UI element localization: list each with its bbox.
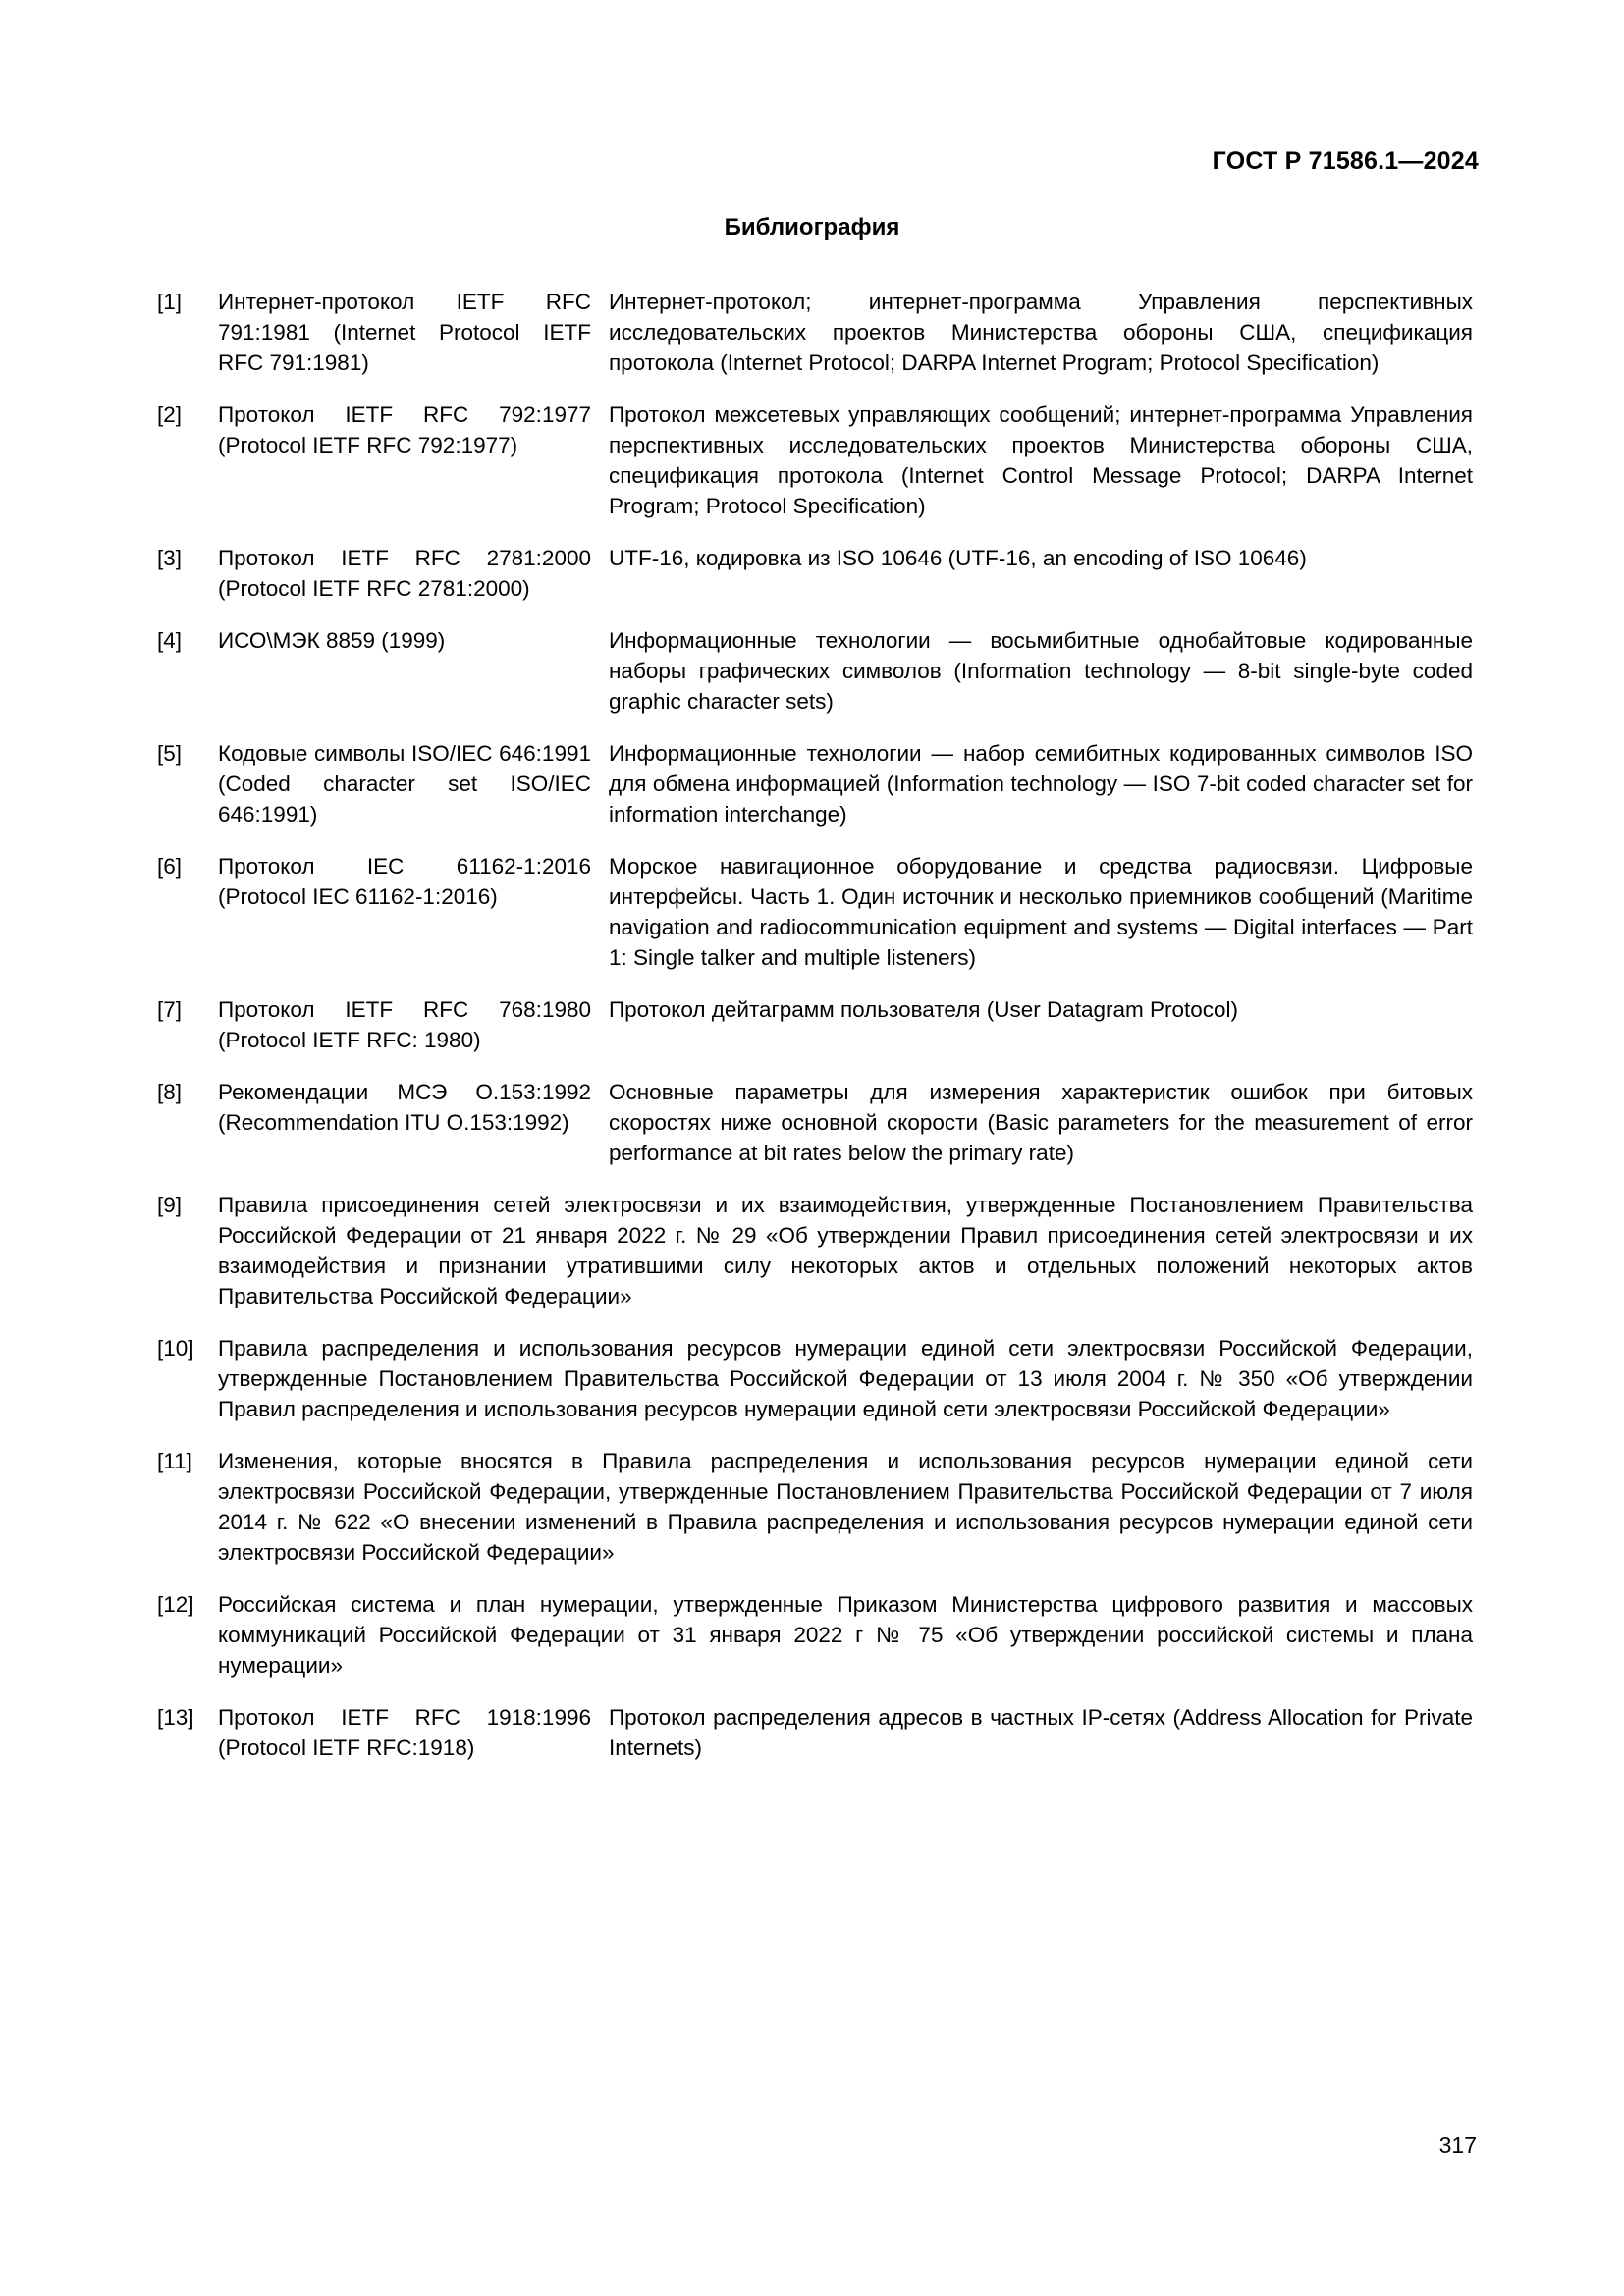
reference-number: [13]	[157, 1705, 194, 1730]
reference-source: Протокол IETF RFC 768:1980 (Protocol IETF RFC: 1980)	[218, 997, 591, 1052]
reference-description: Информационные технологии — восьмибитные однобайтовые кодированные наборы графических символов (Information technology — 8-bit single-byte coded graphic character sets)	[609, 628, 1473, 714]
reference-number: [12]	[157, 1592, 194, 1617]
page-title: Библиография	[724, 214, 900, 240]
reference-number: [6]	[157, 854, 183, 879]
reference-description: Основные параметры для измерения характеристик ошибок при битовых скоростях ниже основной скорости (Basic parameters for the measurement of error performance at bit rates below the primary rate)	[609, 1080, 1473, 1165]
reference-source: ИСО\МЭК 8859 (1999)	[218, 628, 446, 653]
reference-entry	[157, 287, 1473, 378]
reference-entry	[157, 1702, 1473, 1763]
reference-number: [4]	[157, 628, 183, 653]
reference-number: [11]	[157, 1449, 192, 1473]
reference-text: Российская система и план нумерации, утвержденные Приказом Министерства цифрового развития и массовых коммуникаций Российской Федерации от 31 января 2022 г № 75 «Об утверждении российской системы и плана нумерации»	[218, 1592, 1473, 1678]
reference-description: Протокол распределения адресов в частных IP-сетях (Address Allocation for Private Internets)	[609, 1705, 1473, 1760]
reference-entry	[157, 994, 1473, 1055]
reference-description: Протокол межсетевых управляющих сообщений; интернет-программа Управления перспективных исследовательских проектов Министерства обороны США, спецификация протокола (Internet Control Message Protocol; DARPA Internet Program; Protocol Specification)	[609, 402, 1473, 518]
reference-entry	[157, 738, 1473, 829]
reference-entry	[157, 1077, 1473, 1168]
reference-entry	[157, 1333, 1473, 1424]
reference-number: [2]	[157, 402, 183, 427]
page-number: 317	[1438, 2132, 1477, 2158]
reference-description: Протокол дейтаграмм пользователя (User Datagram Protocol)	[609, 997, 1239, 1022]
reference-source: Протокол IETF RFC 1918:1996 (Protocol IETF RFC:1918)	[218, 1705, 591, 1760]
reference-source: Интернет-протокол IETF RFC 791:1981 (Internet Protocol IETF RFC 791:1981)	[218, 290, 591, 375]
reference-text: Правила распределения и использования ресурсов нумерации единой сети электросвязи Российской Федерации, утвержденные Постановлением Правительства Российской Федерации от 13 июля 2004 г. № 350 «Об утверждении Правил распределения и использования ресурсов нумерации единой сети электросвязи Российской Федерации»	[218, 1336, 1473, 1421]
reference-number: [8]	[157, 1080, 183, 1104]
reference-description: Интернет-протокол; интернет-программа Управления перспективных исследовательских проектов Министерства обороны США, спецификация протокола (Internet Protocol; DARPA Internet Program; Protocol Specification)	[609, 290, 1473, 375]
reference-number: [5]	[157, 741, 183, 766]
reference-entry	[157, 400, 1473, 521]
reference-text: Правила присоединения сетей электросвязи и их взаимодействия, утвержденные Постановлением Правительства Российской Федерации от 21 января 2022 г. № 29 «Об утверждении Правил присоединения сетей электросвязи и их взаимодействия и признании утратившими силу некоторых актов и отдельных положений некоторых актов Правительства Российской Федерации»	[218, 1193, 1473, 1308]
reference-entry	[157, 1190, 1473, 1311]
reference-source: Протокол IEC 61162-1:2016 (Protocol IEC 61162-1:2016)	[218, 854, 591, 909]
reference-number: [7]	[157, 997, 183, 1022]
reference-text: Изменения, которые вносятся в Правила распределения и использования ресурсов нумерации единой сети электросвязи Российской Федерации, утвержденные Постановлением Правительства Российской Федерации от 7 июля 2014 г. № 622 «О внесении изменений в Правила распределения и использования ресурсов нумерации единой сети электросвязи Российской Федерации»	[218, 1449, 1473, 1565]
bibliography-list	[157, 287, 1473, 1785]
reference-number: [3]	[157, 546, 183, 570]
reference-number: [10]	[157, 1336, 194, 1361]
reference-number: [9]	[157, 1193, 183, 1217]
reference-entry	[157, 1589, 1473, 1681]
reference-entry	[157, 625, 1473, 717]
reference-source: Рекомендации МСЭ O.153:1992 (Recommendation ITU O.153:1992)	[218, 1080, 591, 1135]
reference-description: Морское навигационное оборудование и средства радиосвязи. Цифровые интерфейсы. Часть 1. Один источник и несколько приемников сообщений (Maritime navigation and radiocommunication equipment and systems — Digital interfaces — Part 1: Single talker and multiple listeners)	[609, 854, 1473, 970]
reference-description: UTF-16, кодировка из ISO 10646 (UTF-16, an encoding of ISO 10646)	[609, 546, 1307, 570]
reference-entry	[157, 1446, 1473, 1568]
reference-description: Информационные технологии — набор семибитных кодированных символов ISO для обмена информацией (Information technology — ISO 7-bit coded character set for information interchange)	[609, 741, 1473, 827]
reference-source: Протокол IETF RFC 2781:2000 (Protocol IETF RFC 2781:2000)	[218, 546, 591, 601]
reference-entry	[157, 543, 1473, 604]
reference-number: [1]	[157, 290, 183, 314]
reference-source: Протокол IETF RFC 792:1977 (Protocol IETF RFC 792:1977)	[218, 402, 591, 457]
page-header-standard-number: ГОСТ Р 71586.1—2024	[1212, 147, 1479, 175]
reference-source: Кодовые символы ISO/IEC 646:1991 (Coded character set ISO/IEC 646:1991)	[218, 741, 591, 827]
reference-entry	[157, 851, 1473, 973]
